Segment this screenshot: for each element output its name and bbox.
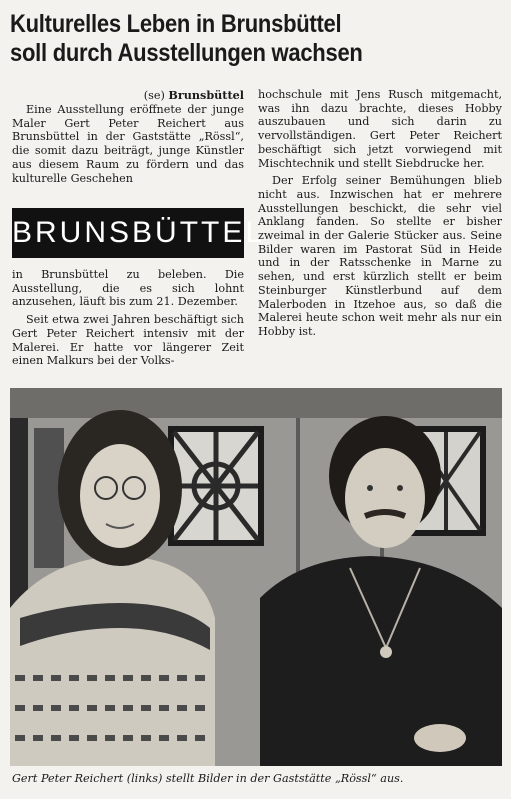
painting-center bbox=[168, 426, 264, 546]
photo-illustration bbox=[10, 388, 502, 766]
paragraph-3: Seit etwa zwei Jahren beschäftigt sich Gert Peter Reichert intensiv mit der Malerei. Er hatte vor längerer Zeit einen Malkurs bei der Volks- bbox=[12, 313, 244, 368]
paragraph-4: hochschule mit Jens Rusch mitgemacht, was ihn dazu brachte, dieses Hobby auszubauen und sich darin zu vervollständigen. Gert Peter Reichert beschäftigt sich jetzt vorwiegend mit Mischtechnik und stellt Siebdrucke her. bbox=[258, 88, 502, 170]
left-column-bottom bbox=[12, 268, 244, 372]
headline-line-2: soll durch Ausstellungen wachsen bbox=[10, 39, 363, 67]
paragraph-2: in Brunsbüttel zu beleben. Die Ausstellung, die es sich lohnt anzusehen, läuft bis zum 21. Dezember. bbox=[12, 268, 244, 309]
photo-caption: Gert Peter Reichert (links) stellt Bilder in der Gaststätte „Rössl“ aus. bbox=[12, 772, 404, 785]
dateline bbox=[12, 88, 244, 103]
dateline-prefix: (se) bbox=[143, 89, 165, 102]
headline-line-1: Kulturelles Leben in Brunsbüttel bbox=[10, 10, 342, 38]
section-logo: BRUNSBÜTTEL bbox=[12, 208, 244, 258]
right-column bbox=[258, 88, 502, 343]
paragraph-5: Der Erfolg seiner Bemühungen blieb nicht aus. Inzwischen hat er mehrere Ausstellungen beschickt, die sehr viel Anklang fanden. So stellte er bisher zweimal in der Galerie Stücker aus. Seine Bilder waren im Pastorat Süd in Heide und in der Ratsschenke in Marne zu sehen, und erst kürzlich stellt er beim Steinburger Künstlerbund auf dem Malerboden in Itzehoe aus, so daß die Malerei heute schon weit mehr als nur ein Hobby ist. bbox=[258, 174, 502, 338]
dateline-place: Brunsbüttel bbox=[168, 88, 244, 102]
paragraph-1: Eine Ausstellung eröffnete der junge Maler Gert Peter Reichert aus Brunsbüttel in der Gaststätte „Rössl“, die somit dazu beiträgt, junge Künstler aus diesem Raum zu fördern und das kulturelle Geschehen bbox=[12, 103, 244, 185]
left-column-top bbox=[12, 88, 244, 189]
article-photo bbox=[10, 388, 502, 766]
headline bbox=[10, 10, 443, 68]
